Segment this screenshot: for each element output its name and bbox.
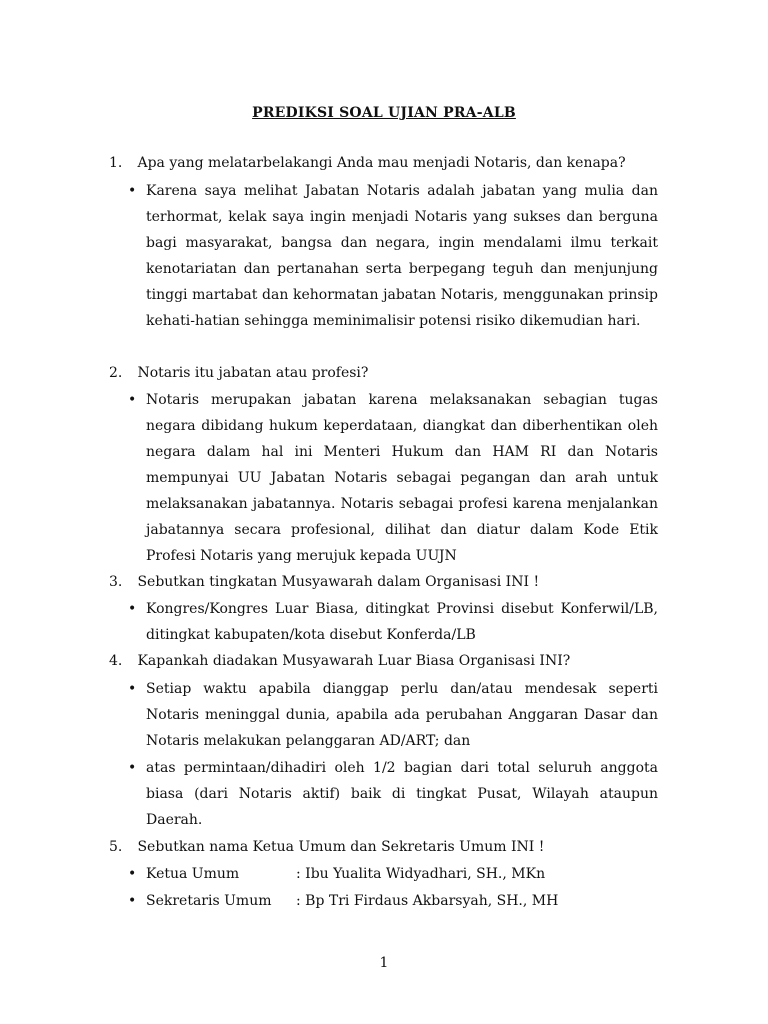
document-title: PREDIKSI SOAL UJIAN PRA-ALB <box>252 105 516 121</box>
question-number: 3. <box>109 574 123 590</box>
question-3 <box>109 569 539 595</box>
question-5 <box>109 834 544 860</box>
question-4 <box>109 648 570 674</box>
answer-3 <box>128 596 658 648</box>
answer-text: Kongres/Kongres Luar Biasa, ditingkat Provinsi disebut Konferwil/LB, ditingkat kabupaten/kota disebut Konferda/LB <box>146 601 658 643</box>
question-2 <box>109 360 368 386</box>
question-1 <box>109 150 626 176</box>
question-text: Notaris itu jabatan atau profesi? <box>137 365 369 381</box>
answer-4a <box>128 676 658 754</box>
question-text: Sebutkan nama Ketua Umum dan Sekretaris Umum INI ! <box>137 839 545 855</box>
answer-5-chair <box>128 861 545 887</box>
bullet-icon: • <box>128 392 137 408</box>
question-number: 4. <box>109 653 123 669</box>
answer-2 <box>128 387 658 569</box>
bullet-icon: • <box>128 601 137 617</box>
bullet-icon: • <box>128 760 137 776</box>
role-label: Sekretaris Umum <box>146 893 272 909</box>
question-text: Kapankah diadakan Musyawarah Luar Biasa Organisasi INI? <box>137 653 571 669</box>
answer-text: Karena saya melihat Jabatan Notaris adalah jabatan yang mulia dan terhormat, kelak saya ingin menjadi Notaris yang sukses dan berguna bagi masyarakat, bangsa dan negara, ingin mendalami ilmu terkait kenotariatan dan pertanahan serta berpegang teguh dan menjunjung tinggi martabat dan kehormatan jabatan Notaris, menggunakan prinsip kehati-hatian sehingga meminimalisir potensi risiko dikemudian hari. <box>146 183 658 329</box>
role-value: : Ibu Yualita Widyadhari, SH., MKn <box>296 866 546 882</box>
role-value: : Bp Tri Firdaus Akbarsyah, SH., MH <box>296 893 559 909</box>
question-number: 5. <box>109 839 123 855</box>
bullet-icon: • <box>128 866 137 882</box>
question-text: Apa yang melatarbelakangi Anda mau menjadi Notaris, dan kenapa? <box>137 155 626 171</box>
answer-1 <box>128 178 658 334</box>
answer-text: atas permintaan/dihadiri oleh 1/2 bagian dari total seluruh anggota biasa (dari Notaris aktif) baik di tingkat Pusat, Wilayah ataupun Daerah. <box>146 760 658 828</box>
question-number: 1. <box>109 155 123 171</box>
bullet-icon: • <box>128 893 137 909</box>
question-text: Sebutkan tingkatan Musyawarah dalam Organisasi INI ! <box>137 574 540 590</box>
role-label: Ketua Umum <box>146 866 240 882</box>
answer-4b <box>128 755 658 833</box>
question-number: 2. <box>109 365 123 381</box>
answer-text: Notaris merupakan jabatan karena melaksanakan sebagian tugas negara dibidang hukum keperdataan, diangkat dan diberhentikan oleh negara dalam hal ini Menteri Hukum dan HAM RI dan Notaris mempunyai UU Jabatan Notaris sebagai pegangan dan arah untuk melaksanakan jabatannya. Notaris sebagai profesi karena menjalankan jabatannya secara profesional, dilihat dan diatur dalam Kode Etik Profesi Notaris yang merujuk kepada UUJN <box>146 392 658 564</box>
bullet-icon: • <box>128 183 137 199</box>
answer-5-secretary <box>128 888 558 914</box>
page-number: 1 <box>379 955 389 971</box>
answer-text: Setiap waktu apabila dianggap perlu dan/atau mendesak seperti Notaris meninggal dunia, apabila ada perubahan Anggaran Dasar dan Notaris melakukan pelanggaran AD/ART; dan <box>146 681 658 749</box>
bullet-icon: • <box>128 681 137 697</box>
